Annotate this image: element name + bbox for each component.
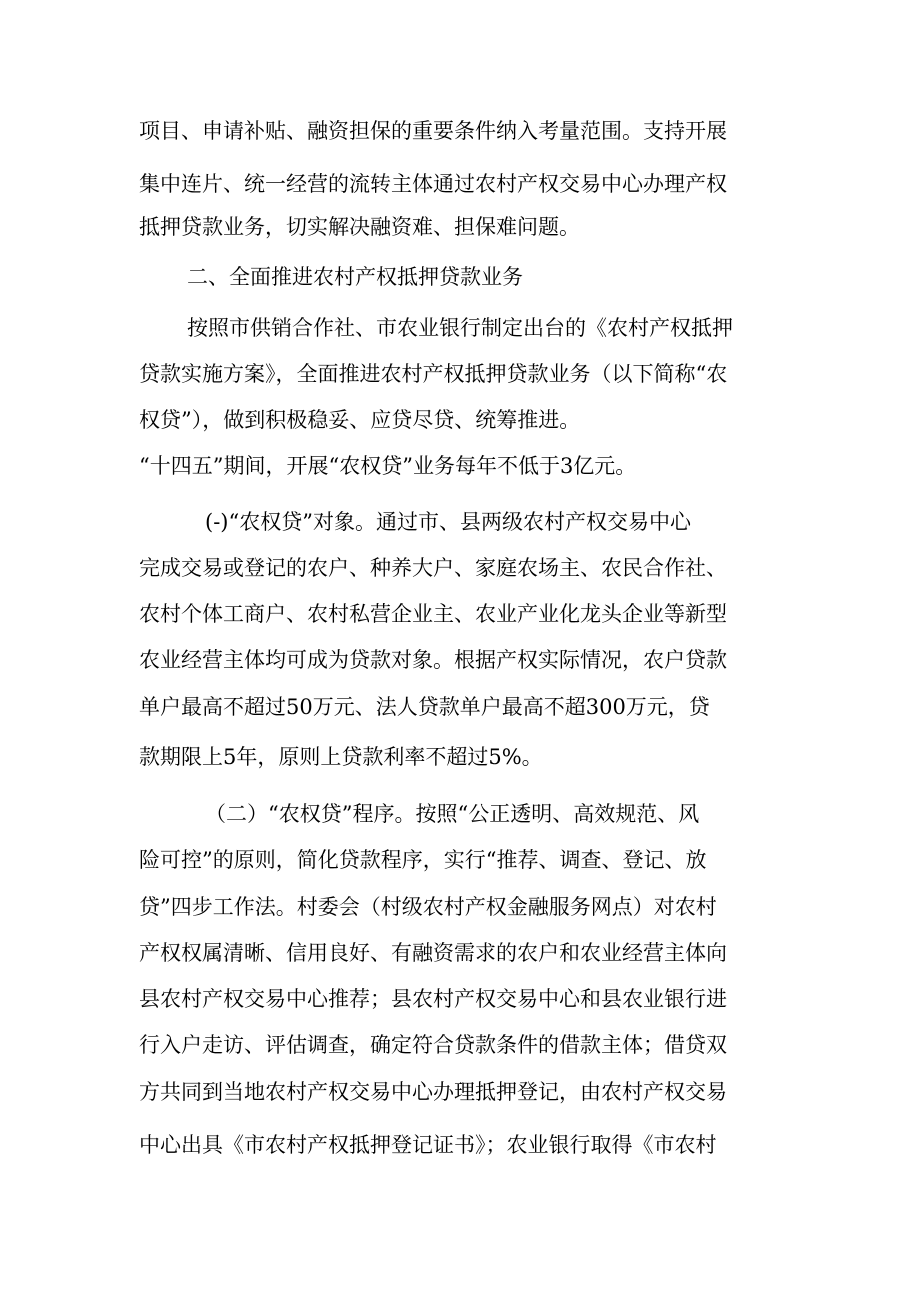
text-line-21: 方共同到当地农村产权交易中心办理抵押登记，由农村产权交易: [139, 1080, 727, 1104]
text-line-1: 项目、申请补贴、融资担保的重要条件纳入考量范围。支持开展: [139, 119, 727, 143]
text-line-18: 产权权属清晰、信用良好、有融资需求的农户和农业经营主体向: [139, 941, 727, 965]
text-line-5: 按照市供销合作社、市农业银行制定出台的《农村产权抵押: [187, 316, 733, 340]
text-line-2: 集中连片、统一经营的流转主体通过农村产权交易中心办理产权: [139, 172, 727, 196]
text-line-10: 完成交易或登记的农户、种养大户、家庭农场主、农民合作社、: [139, 556, 727, 580]
text-line-14: 款期限上5年，原则上贷款利率不超过5%。: [139, 745, 543, 769]
subsection-2-line: （二）“农权贷”程序。按照“公正透明、高效规范、风: [205, 802, 700, 826]
text-line-12: 农业经营主体均可成为贷款对象。根据产权实际情况，农户贷款: [139, 648, 727, 672]
text-line-7: 权贷”），做到积极稳妥、应贷尽贷、统筹推进。: [139, 408, 581, 432]
text-line-22: 中心出具《市农村产权抵押登记证书》；农业银行取得《市农村: [139, 1133, 717, 1157]
text-line-19: 县农村产权交易中心推荐；县农村产权交易中心和县农业银行进: [139, 987, 727, 1011]
subsection-1-line: (-)“农权贷”对象。通过市、县两级农村产权交易中心: [205, 510, 691, 534]
text-line-8: “十四五”期间，开展“农权贷”业务每年不低于3亿元。: [139, 454, 637, 478]
text-line-13: 单户最高不超过50万元、法人贷款单户最高不超300万元，贷: [139, 695, 710, 719]
text-line-11: 农村个体工商户、农村私营企业主、农业产业化龙头企业等新型: [139, 602, 727, 626]
text-line-17: 贷”四步工作法。村委会（村级农村产权金融服务网点）对农村: [139, 895, 717, 919]
section-heading: 二、全面推进农村产权抵押贷款业务: [187, 265, 523, 289]
text-line-6: 贷款实施方案》，全面推进农村产权抵押贷款业务（以下简称“农: [139, 362, 728, 386]
text-line-20: 行入户走访、评估调查，确定符合贷款条件的借款主体；借贷双: [139, 1033, 727, 1057]
text-line-3: 抵押贷款业务，切实解决融资难、担保难问题。: [139, 215, 580, 239]
text-line-16: 险可控”的原则，简化贷款程序，实行“推荐、调查、登记、放: [139, 848, 707, 872]
